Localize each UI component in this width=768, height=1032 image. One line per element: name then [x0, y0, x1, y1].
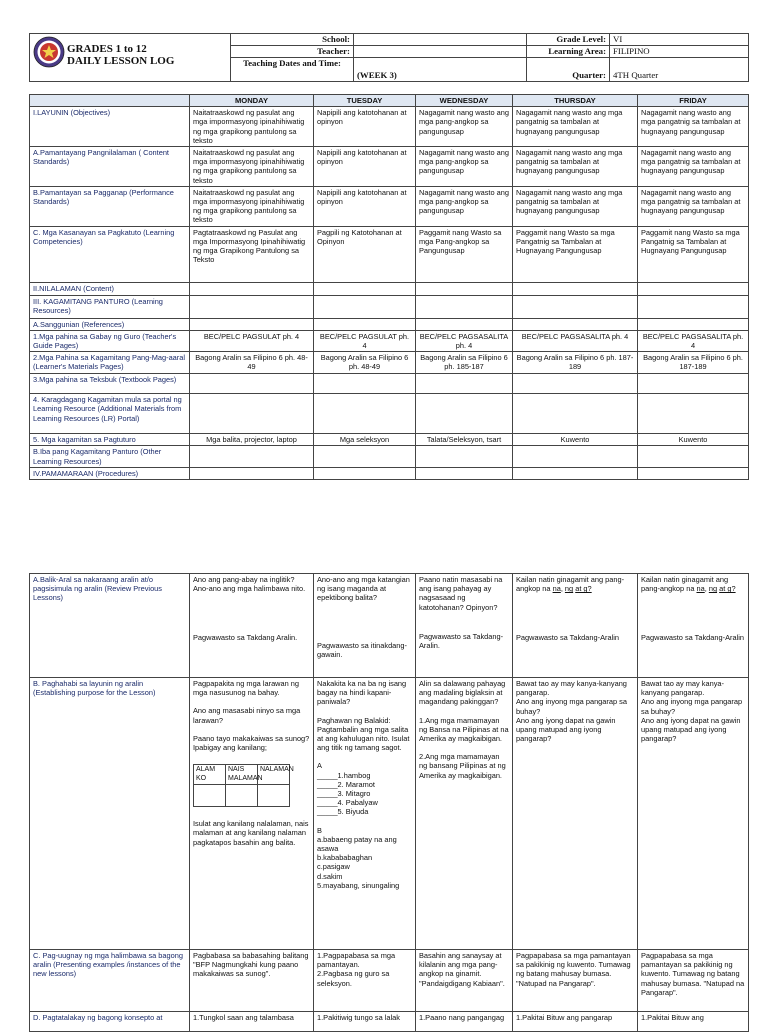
- homework-check-text: Pagwawasto sa itinakdang-gawain.: [317, 640, 407, 659]
- matching-item: c.pasigaw: [317, 862, 350, 872]
- tuesday-cell[interactable]: Pagpili ng Katotohanan at Opinyon: [314, 226, 416, 282]
- matching-item: 5.mayabang, sinungaling: [317, 880, 400, 890]
- monday-cell[interactable]: BEC/PELC PAGSULAT ph. 4: [190, 330, 314, 351]
- thursday-cell[interactable]: Nagagamit nang wasto ang mga pangatnig sa tambalan at hugnayang pangungusap: [513, 186, 638, 226]
- teacher-field[interactable]: [354, 45, 527, 57]
- tuesday-cell[interactable]: [314, 318, 416, 330]
- tuesday-cell[interactable]: [314, 282, 416, 295]
- underlined-word: na: [696, 584, 705, 594]
- question-prefix: Kailan natin ginagamit ang pang-angkop na: [641, 575, 729, 594]
- homework-check-text: Pagwawasto sa Takdang-Aralin: [516, 633, 619, 643]
- monday-cell[interactable]: Bagong Aralin sa Filipino 6 ph. 48-49: [190, 352, 314, 374]
- tuesday-cell[interactable]: [314, 678, 416, 950]
- tuesday-cell[interactable]: Bagong Aralin sa Filipino 6 ph. 48-49: [314, 352, 416, 374]
- lesson-row: [30, 282, 749, 295]
- activity-text: Paghawan ng Balakid: Pagtambalin ang mga salita at ang kahulugan nito. Isulat ang titik ng tamang sagot.: [317, 715, 410, 753]
- thursday-cell[interactable]: [513, 467, 638, 479]
- row-label: C. Mga Kasanayan sa Pagkatuto (Learning Competencies): [30, 226, 190, 282]
- activity-text: Alin sa dalawang pahayag ang madaling biglaksin at magandang pakinggan?: [419, 679, 506, 707]
- activity-text: Bawat tao ay may kanya-kanyang pangarap.: [516, 679, 627, 698]
- friday-cell[interactable]: BEC/PELC PAGSASALITA ph. 4: [638, 330, 749, 351]
- wednesday-cell[interactable]: [416, 374, 513, 394]
- thursday-cell[interactable]: BEC/PELC PAGSASALITA ph. 4: [513, 330, 638, 351]
- row-label: 4. Karagdagang Kagamitan mula sa portal ng Learning Resource (Additional Materials from Learning Resources (LR) Portal): [30, 394, 190, 434]
- header-title-cell: [30, 34, 231, 82]
- wednesday-cell[interactable]: Bagong Aralin sa Filipino 6 ph. 185-187: [416, 352, 513, 374]
- tuesday-cell[interactable]: [314, 574, 416, 678]
- lesson-row: [30, 394, 749, 434]
- underlined-word: at g?: [575, 584, 592, 594]
- lesson-row: [30, 446, 749, 467]
- wednesday-cell[interactable]: [416, 446, 513, 467]
- monday-cell[interactable]: [190, 574, 314, 678]
- thursday-cell[interactable]: [513, 394, 638, 434]
- lesson-row: [30, 186, 749, 226]
- school-label: School:: [231, 34, 354, 46]
- tuesday-cell[interactable]: [314, 1012, 416, 1032]
- monday-cell[interactable]: Naitatraaskowd ng pasulat ang mga impormasyong ipinahihiwatig ng mga grapikong pantulong sa teksto: [190, 147, 314, 187]
- tuesday-cell[interactable]: Napipili ang katotohanan at opinyon: [314, 147, 416, 187]
- activity-text: Nakakita ka na ba ng isang bagay na hindi kapani-paniwala?: [317, 679, 407, 707]
- underlined-word: na: [552, 584, 561, 594]
- row-label: B. Paghahabi sa layunin ng aralin (Establishing purpose for the Lesson): [30, 678, 190, 950]
- activity-text: Basahin ang sanaysay at kilalanin ang mga pang-angkop na ginamit.: [419, 951, 502, 979]
- thursday-cell[interactable]: [513, 295, 638, 318]
- monday-cell[interactable]: [190, 318, 314, 330]
- title-line-2: DAILY LESSON LOG: [67, 55, 175, 67]
- lesson-row: [30, 107, 749, 147]
- friday-cell[interactable]: [638, 374, 749, 394]
- kwl-chart: [193, 764, 294, 807]
- day-header-wednesday: WEDNESDAY: [416, 95, 513, 107]
- thursday-cell[interactable]: Kuwento: [513, 434, 638, 446]
- lesson-row: [30, 318, 749, 330]
- activity-text: Ano ang inyong mga pangarap sa buhay?: [641, 697, 743, 716]
- day-header-thursday: THURSDAY: [513, 95, 638, 107]
- activity-text: 2.Pagbasa ng guro sa seleksyon.: [317, 969, 390, 988]
- thursday-cell[interactable]: [513, 318, 638, 330]
- lesson-row: [30, 226, 749, 282]
- learning-area-field[interactable]: FILIPINO: [610, 45, 749, 57]
- thursday-cell[interactable]: Nagagamit nang wasto ang mga pangatnig sa tambalan at hugnayang pangungusap: [513, 147, 638, 187]
- activity-text: Ano ang masasabi ninyo sa mga larawan?: [193, 706, 301, 725]
- underlined-word: ng: [564, 584, 574, 594]
- underlined-word: ng: [708, 584, 718, 594]
- wednesday-cell[interactable]: [416, 318, 513, 330]
- activity-text: 1.Pakitai Bituw ang: [641, 1013, 704, 1022]
- friday-cell[interactable]: Bagong Aralin sa Filipino 6 ph. 187-189: [638, 352, 749, 374]
- quarter-field[interactable]: 4TH Quarter: [610, 57, 749, 81]
- tuesday-cell[interactable]: Napipili ang katotohanan at opinyon: [314, 107, 416, 147]
- activity-text: 1.Ang mga mamamayan ng Bansa na Pilipinas at na Amerika ay magkaibigan.: [419, 715, 509, 744]
- tuesday-cell[interactable]: Mga seleksyon: [314, 434, 416, 446]
- wednesday-cell[interactable]: BEC/PELC PAGSASALITA ph. 4: [416, 330, 513, 351]
- thursday-cell[interactable]: [513, 446, 638, 467]
- thursday-cell[interactable]: [513, 1012, 638, 1032]
- monday-cell[interactable]: [190, 374, 314, 394]
- activity-text: 1.Pakitiwig tungo sa lalak: [317, 1013, 400, 1022]
- activity-text: Ipabigay ang kanilang;: [193, 743, 267, 753]
- tuesday-cell[interactable]: BEC/PELC PAGSULAT ph. 4: [314, 330, 416, 351]
- activity-text: 1.Pagpapabasa sa mga pamantayan.: [317, 951, 396, 970]
- learning-area-label: Learning Area:: [527, 45, 610, 57]
- friday-cell[interactable]: Kuwento: [638, 434, 749, 446]
- activity-text: Pagbabasa sa babasahing balitang "BFP Nagmungkahi kung paano makakaiwas sa sunog".: [193, 951, 309, 979]
- friday-cell[interactable]: [638, 394, 749, 434]
- teacher-label: Teacher:: [231, 45, 354, 57]
- friday-cell[interactable]: [638, 678, 749, 950]
- activity-text: 2.Ang mga mamamayan ng bansang Pilipinas at ng Amerika ay magkaibigan.: [419, 752, 506, 780]
- question-text: Kailan natin ginagamit ang pang-angkop na na, ng at g?: [516, 575, 625, 594]
- wednesday-cell[interactable]: [416, 467, 513, 479]
- activity-text: 1.Paano nang pangangag: [419, 1013, 505, 1022]
- wednesday-cell[interactable]: Nagagamit nang wasto ang mga pang-angkop sa pangungusap: [416, 147, 513, 187]
- wednesday-cell[interactable]: [416, 678, 513, 950]
- friday-cell[interactable]: [638, 574, 749, 678]
- lesson-row: [30, 374, 749, 394]
- tuesday-cell[interactable]: [314, 295, 416, 318]
- wednesday-cell[interactable]: [416, 574, 513, 678]
- thursday-cell[interactable]: [513, 374, 638, 394]
- lesson-row: [30, 352, 749, 374]
- wednesday-cell[interactable]: Talata/Seleksyon, tsart: [416, 434, 513, 446]
- matching-item: _____2. Maramot: [317, 779, 375, 789]
- thursday-cell[interactable]: [513, 950, 638, 1012]
- friday-cell[interactable]: Nagagamit nang wasto ang mga pangatnig sa tambalan at hugnayang pangungusap: [638, 186, 749, 226]
- thursday-cell[interactable]: [513, 574, 638, 678]
- tuesday-cell[interactable]: [314, 374, 416, 394]
- question-text: Paano natin masasabi na ang isang pahayag ay nagsasaad ng katotohanan? Opinyon?: [419, 575, 503, 612]
- monday-cell[interactable]: [190, 1012, 314, 1032]
- question-text: Kailan natin ginagamit ang pang-angkop na na, ng at g?: [641, 575, 736, 594]
- thursday-cell[interactable]: Nagagamit nang wasto ang mga pangatnig sa tambalan at hugnayang pangungusap: [513, 107, 638, 147]
- activity-text: Ano ang iyong dapat na gawin upang matupad ang iyong pangarap?: [516, 715, 616, 744]
- lesson-log-table: [29, 94, 749, 480]
- friday-cell[interactable]: [638, 467, 749, 479]
- wednesday-cell[interactable]: [416, 282, 513, 295]
- tuesday-cell[interactable]: [314, 394, 416, 434]
- wednesday-cell[interactable]: Nagagamit nang wasto ang mga pang-angkop sa pangungusap: [416, 186, 513, 226]
- activity-text: Pagpapabasa sa mga pamantayan sa pakikinig ng kuwento. Tumawag ng batang mahusay bumasa. "Natupad na Pangarap".: [516, 951, 631, 988]
- title-line-1: GRADES 1 to 12: [67, 43, 147, 55]
- teaching-dates-label: Teaching Dates and Time:: [231, 57, 354, 81]
- row-balik-aral: [30, 574, 749, 678]
- row-label: A.Balik-Aral sa nakaraang aralin at/o pagsisimula ng aralin (Review Previous Lessons): [30, 574, 190, 678]
- monday-cell[interactable]: [190, 295, 314, 318]
- activity-text: Paano tayo makakaiwas sa sunog?: [193, 733, 310, 743]
- activity-text: Ano ang iyong dapat na gawin upang matupad ang iyong pangarap?: [641, 715, 741, 744]
- grade-level-field[interactable]: VI: [610, 34, 749, 46]
- lesson-row: [30, 467, 749, 479]
- row-pag-uugnay: [30, 950, 749, 1012]
- activity-text: Pagpapabasa sa mga pamantayan sa pakikinig ng kuwento. Tumawag ng batang mahusay bumasa. "Natupad na Pangarap".: [641, 951, 745, 997]
- thursday-cell[interactable]: [513, 282, 638, 295]
- question-prefix: Kailan natin ginagamit ang pang-angkop na: [516, 575, 625, 594]
- row-label: III. KAGAMITANG PANTURO (Learning Resources): [30, 295, 190, 318]
- lesson-row: [30, 295, 749, 318]
- kwl-cell[interactable]: [194, 785, 226, 807]
- column-b-heading: B: [317, 825, 322, 835]
- row-pagtatalakay: [30, 1012, 749, 1032]
- header-table: [29, 33, 749, 82]
- activity-text: 1.Tungkol saan ang talambasa: [193, 1013, 294, 1022]
- activity-text: Bawat tao ay may kanya-kanyang pangarap.: [641, 679, 724, 698]
- corner-cell: [30, 95, 190, 107]
- thursday-cell[interactable]: Paggamit nang Wasto sa mga Pangatnig sa Tambalan at Hugnayang Pangungusap: [513, 226, 638, 282]
- thursday-cell[interactable]: [513, 678, 638, 950]
- monday-cell[interactable]: Mga balita, projector, laptop: [190, 434, 314, 446]
- matching-item: _____5. Biyuda: [317, 807, 369, 817]
- monday-cell[interactable]: [190, 446, 314, 467]
- wednesday-cell[interactable]: [416, 1012, 513, 1032]
- monday-cell[interactable]: [190, 950, 314, 1012]
- friday-cell[interactable]: [638, 950, 749, 1012]
- friday-cell[interactable]: Paggamit nang Wasto sa mga Pangatnig sa Tambalan at Hugnayang Pangungusap: [638, 226, 749, 282]
- monday-cell[interactable]: [190, 282, 314, 295]
- tuesday-cell[interactable]: [314, 446, 416, 467]
- matching-item: b.kabababaghan: [317, 853, 373, 863]
- question-text: Ano-ano ang mga katangian ng isang maganda at epektibong balita?: [317, 575, 410, 603]
- kwl-header: NALAMAN: [258, 765, 290, 785]
- kwl-cell[interactable]: [226, 785, 258, 807]
- day-header-row: [30, 95, 749, 107]
- lesson-row: [30, 147, 749, 187]
- tuesday-cell[interactable]: [314, 467, 416, 479]
- deped-seal-icon: [33, 36, 65, 68]
- friday-cell[interactable]: [638, 1012, 749, 1032]
- wednesday-cell[interactable]: Paggamit nang Wasto sa mga Pang-angkop sa Pangungusap: [416, 226, 513, 282]
- row-label: 5. Mga kagamitan sa Pagtuturo: [30, 434, 190, 446]
- school-field[interactable]: [354, 34, 527, 46]
- day-header-friday: FRIDAY: [638, 95, 749, 107]
- row-label: C. Pag-uugnay ng mga halimbawa sa bagong aralin (Presenting examples /instances of the new lessons): [30, 950, 190, 1012]
- question-text: Ano-ano ang mga halimbawa nito.: [193, 584, 306, 594]
- wednesday-cell[interactable]: Nagagamit nang wasto ang mga pang-angkop sa pangungusap: [416, 107, 513, 147]
- homework-check-text: Pagwawasto sa Takdang-Aralin.: [419, 631, 504, 651]
- matching-item: _____4. Pabalyaw: [317, 798, 378, 808]
- row-label: B.Pamantayan sa Pagganap (Performance Standards): [30, 186, 190, 226]
- row-paghahabi: [30, 678, 749, 950]
- friday-cell[interactable]: [638, 282, 749, 295]
- friday-cell[interactable]: [638, 446, 749, 467]
- kwl-header: NAIS MALAMAN: [226, 765, 258, 785]
- row-label: 1.Mga pahina sa Gabay ng Guro (Teacher's Guide Pages): [30, 330, 190, 351]
- thursday-cell[interactable]: Bagong Aralin sa Filipino 6 ph. 187-189: [513, 352, 638, 374]
- teaching-dates-field[interactable]: (WEEK 3): [354, 57, 527, 81]
- row-label: IV.PAMAMARAAN (Procedures): [30, 467, 190, 479]
- procedures-table: [29, 573, 749, 1032]
- matching-item: _____3. Mitagro: [317, 789, 371, 799]
- homework-check-text: Pagwawasto sa Takdang Aralin.: [193, 633, 298, 643]
- lesson-row: [30, 434, 749, 446]
- activity-text: 1.Pakitai Bituw ang pangarap: [516, 1013, 613, 1022]
- row-label: II.NILALAMAN (Content): [30, 282, 190, 295]
- wednesday-cell[interactable]: [416, 950, 513, 1012]
- kwl-cell[interactable]: [258, 785, 290, 807]
- row-label: 3.Mga pahina sa Teksbuk (Textbook Pages): [30, 374, 190, 394]
- activity-text: Ano ang inyong mga pangarap sa buhay?: [516, 697, 627, 716]
- monday-cell[interactable]: [190, 394, 314, 434]
- tuesday-cell[interactable]: Napipili ang katotohanan at opinyon: [314, 186, 416, 226]
- monday-cell[interactable]: [190, 467, 314, 479]
- friday-cell[interactable]: Nagagamit nang wasto ang mga pangatnig sa tambalan at hugnayang pangungusap: [638, 147, 749, 187]
- matching-item: _____1.hambog: [317, 770, 371, 780]
- friday-cell[interactable]: [638, 295, 749, 318]
- monday-cell[interactable]: Pagtatraaskowd ng Pasulat ang mga Impormasyong Ipinahihiwatig ng mga Grapikong Pantulong sa Teksto: [190, 226, 314, 282]
- day-header-tuesday: TUESDAY: [314, 95, 416, 107]
- grade-level-label: Grade Level:: [527, 34, 610, 46]
- row-label: D. Pagtatalakay ng bagong konsepto at: [30, 1012, 190, 1032]
- activity-text: Isulat ang kanilang nalalaman, nais malaman at ang kanilang nalaman pagkatapos basahin ang balita.: [193, 819, 309, 847]
- wednesday-cell[interactable]: [416, 295, 513, 318]
- friday-cell[interactable]: Nagagamit nang wasto ang mga pangatnig sa tambalan at hugnayang pangungusap: [638, 107, 749, 147]
- row-label: I.LAYUNIN (Objectives): [30, 107, 190, 147]
- homework-check-text: Pagwawasto sa Takdang-Aralin: [641, 633, 744, 643]
- underlined-word: at g?: [719, 584, 736, 594]
- question-text: Ano ang pang-abay na inglitik?: [193, 575, 295, 584]
- friday-cell[interactable]: [638, 318, 749, 330]
- row-label: A.Pamantayang Pangnilalaman ( Content Standards): [30, 147, 190, 187]
- column-a-heading: A: [317, 761, 322, 771]
- matching-item: a.babaeng patay na ang asawa: [317, 834, 397, 854]
- activity-text: "Pandaigdigang Kabiaan".: [419, 978, 505, 988]
- activity-text: Pagpapakita ng mga larawan ng mga nasusunog na bahay.: [193, 679, 300, 698]
- row-label: 2.Mga Pahina sa Kagamitang Pang-Mag-aaral (Learner's Materials Pages): [30, 352, 190, 374]
- tuesday-cell[interactable]: [314, 950, 416, 1012]
- monday-cell[interactable]: [190, 678, 314, 950]
- matching-item: d.sakim: [317, 871, 343, 881]
- monday-cell[interactable]: Naitatraaskowd ng pasulat ang mga impormasyong ipinahihiwatig ng mga grapikong pantulong sa teksto: [190, 186, 314, 226]
- lesson-row: [30, 330, 749, 351]
- kwl-header: ALAM KO: [194, 765, 226, 785]
- quarter-label: Quarter:: [527, 57, 610, 81]
- day-header-monday: MONDAY: [190, 95, 314, 107]
- wednesday-cell[interactable]: [416, 394, 513, 434]
- row-label: B.Iba pang Kagamitang Panturo (Other Learning Resources): [30, 446, 190, 467]
- monday-cell[interactable]: Naitatraaskowd ng pasulat ang mga impormasyong ipinahihiwatig ng mga grapikong pantulong sa teksto: [190, 107, 314, 147]
- row-label: A.Sanggunian (References): [30, 318, 190, 330]
